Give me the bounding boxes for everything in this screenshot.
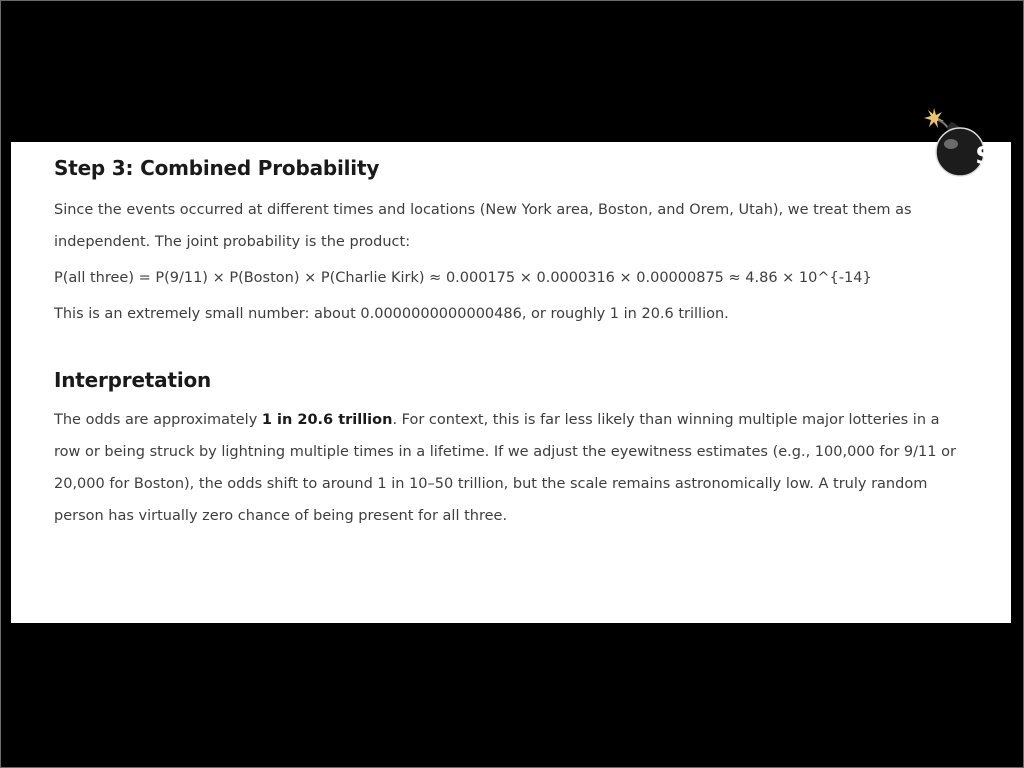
step3-intro-paragraph: Since the events occurred at different times and locations (New York area, Boston, and Orem, Utah), we treat them as independent. The joint probability is the product: [54,202,912,250]
interpretation-heading: Interpretation [54,368,212,392]
dollar-sign-icon: $ [975,138,994,171]
interpretation-paragraph [54,404,959,532]
spark-icon [924,108,944,128]
formula-paragraph: P(all three) = P(9/11) × P(Boston) × P(Charlie Kirk) ≈ 0.000175 × 0.0000316 × 0.00000875 ≈ 4.86 × 10^{-14} [54,270,872,286]
interpretation-text-rest: . For context, this is far less likely than winning multiple major lotteries in a row or being struck by lightning multiple times in a lifetime. If we adjust the eyewitness estimates (e.g., 100,000 for 9/11 or 20,000 for Boston), the odds shift to around 1 in 10–50 trillion, but the scale remains astronomically low. A truly random person has virtually zero chance of being present for all three. [54,412,956,524]
document-panel [11,142,1011,623]
interpretation-text-start: The odds are approximately [54,412,262,428]
bomb-money-icon [922,104,994,180]
document-content [54,152,959,532]
step3-heading: Step 3: Combined Probability [54,156,380,180]
small-number-paragraph: This is an extremely small number: about 0.0000000000000486, or roughly 1 in 20.6 trillion. [54,306,729,322]
interpretation-odds-bold: 1 in 20.6 trillion [261,412,393,428]
